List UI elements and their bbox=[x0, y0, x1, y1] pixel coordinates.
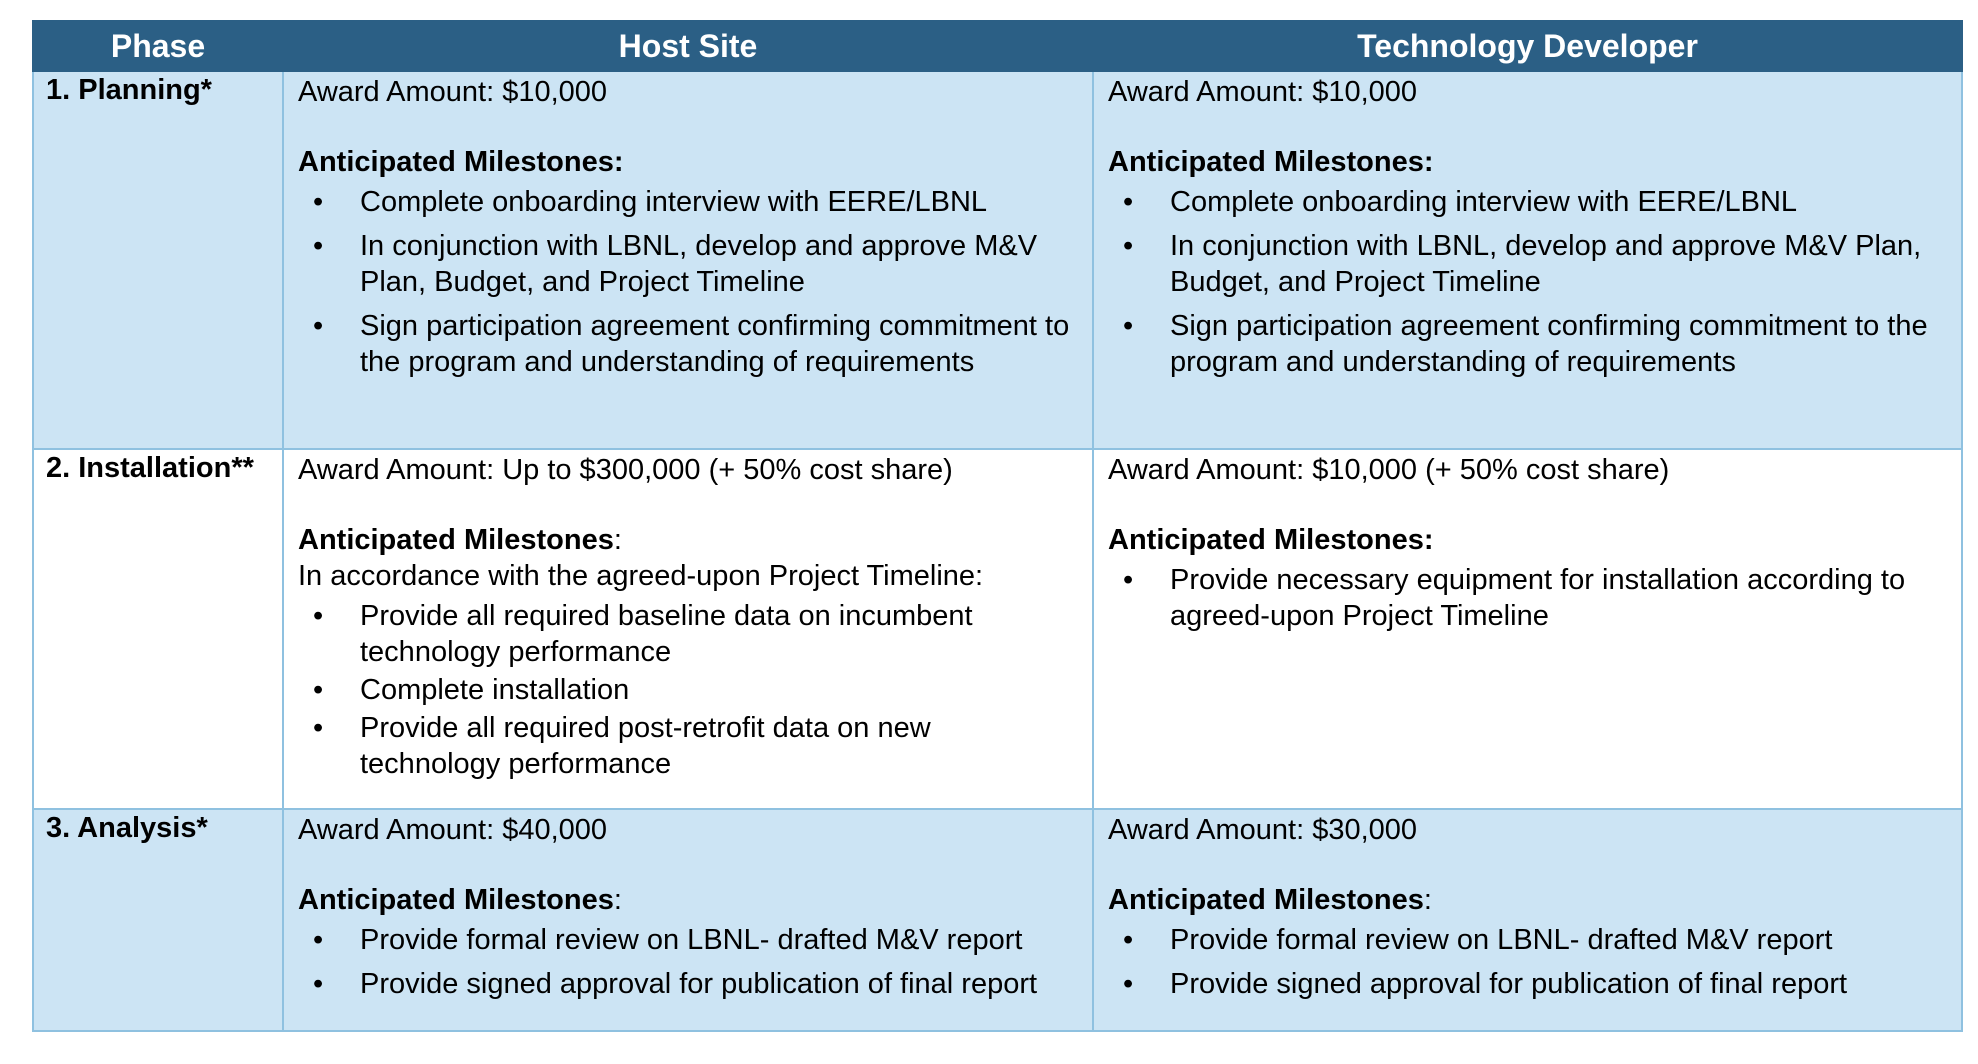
technology-developer-cell bbox=[1093, 809, 1962, 1031]
header-row bbox=[33, 21, 1962, 71]
award-amount: Award Amount: $40,000 bbox=[298, 814, 608, 846]
milestone-list bbox=[1108, 562, 1947, 634]
bullet-icon: • bbox=[1123, 924, 1134, 956]
technology-developer-cell bbox=[1093, 449, 1962, 809]
list-item: • Provide all required baseline data on incumbent technology performance bbox=[313, 600, 973, 668]
bullet-icon: • bbox=[1123, 186, 1134, 218]
milestone-list bbox=[298, 184, 1078, 380]
list-item: • Provide all required post-retrofit data on new technology performance bbox=[313, 712, 931, 780]
bullet-icon: • bbox=[1123, 230, 1134, 262]
host-site-cell bbox=[283, 71, 1093, 449]
milestone-list bbox=[298, 598, 1078, 782]
milestones-heading: Anticipated Milestones: bbox=[1108, 146, 1434, 178]
milestone-list bbox=[298, 922, 1078, 1002]
award-amount: Award Amount: $10,000 bbox=[298, 76, 608, 108]
bullet-icon: • bbox=[313, 674, 324, 706]
milestones-heading: Anticipated Milestones: bbox=[298, 524, 622, 556]
host-site-cell bbox=[283, 809, 1093, 1031]
table-row-analysis bbox=[33, 809, 1962, 1031]
list-item: • In conjunction with LBNL, develop and approve M&V Plan, Budget, and Project Timeline bbox=[313, 230, 1038, 298]
list-item: • Sign participation agreement confirming commitment to the program and understanding of requirements bbox=[1123, 310, 1928, 378]
bullet-icon: • bbox=[1123, 968, 1134, 1000]
list-item: • Provide necessary equipment for installation according to agreed-upon Project Timeline bbox=[1123, 564, 1906, 632]
host-site-cell bbox=[283, 449, 1093, 809]
list-item: • Provide signed approval for publication of final report bbox=[313, 968, 1038, 1000]
list-item: • Provide signed approval for publication of final report bbox=[1123, 968, 1848, 1000]
award-amount: Award Amount: $10,000 bbox=[1108, 76, 1418, 108]
header-technology-developer: Technology Developer bbox=[1093, 21, 1962, 71]
milestone-list bbox=[1108, 922, 1947, 1002]
phase-table bbox=[32, 20, 1963, 1032]
milestones-heading: Anticipated Milestones: bbox=[1108, 524, 1434, 556]
table-row-planning bbox=[33, 71, 1962, 449]
list-item: • Sign participation agreement confirming commitment to the program and understanding of requirements bbox=[313, 310, 1070, 378]
phase-cell: 1. Planning* bbox=[33, 71, 283, 449]
milestone-list bbox=[1108, 184, 1947, 380]
bullet-icon: • bbox=[313, 230, 324, 262]
bullet-icon: • bbox=[313, 310, 324, 342]
table-row-installation bbox=[33, 449, 1962, 809]
header-phase: Phase bbox=[33, 21, 283, 71]
bullet-icon: • bbox=[313, 600, 324, 632]
milestones-heading: Anticipated Milestones: bbox=[298, 146, 624, 178]
milestones-heading: Anticipated Milestones: bbox=[1108, 884, 1432, 916]
bullet-icon: • bbox=[313, 712, 324, 744]
award-amount: Award Amount: $30,000 bbox=[1108, 814, 1418, 846]
list-item: • Provide formal review on LBNL- drafted M&V report bbox=[1123, 924, 1833, 956]
bullet-icon: • bbox=[313, 186, 324, 218]
bullet-icon: • bbox=[313, 924, 324, 956]
bullet-icon: • bbox=[1123, 564, 1134, 596]
award-amount: Award Amount: Up to $300,000 (+ 50% cost share) bbox=[298, 454, 953, 486]
bullet-icon: • bbox=[313, 968, 324, 1000]
list-item: • Complete onboarding interview with EERE/LBNL bbox=[313, 186, 988, 218]
list-item: • Complete onboarding interview with EERE/LBNL bbox=[1123, 186, 1798, 218]
phase-cell: 2. Installation** bbox=[33, 449, 283, 809]
header-host-site: Host Site bbox=[283, 21, 1093, 71]
list-item: • Complete installation bbox=[313, 674, 630, 706]
bullet-icon: • bbox=[1123, 310, 1134, 342]
list-item: • Provide formal review on LBNL- drafted M&V report bbox=[313, 924, 1023, 956]
phase-cell: 3. Analysis* bbox=[33, 809, 283, 1031]
milestones-heading: Anticipated Milestones: bbox=[298, 884, 622, 916]
technology-developer-cell bbox=[1093, 71, 1962, 449]
milestones-intro: In accordance with the agreed-upon Project Timeline: bbox=[298, 560, 984, 592]
award-amount: Award Amount: $10,000 (+ 50% cost share) bbox=[1108, 454, 1670, 486]
list-item: • In conjunction with LBNL, develop and approve M&V Plan, Budget, and Project Timeline bbox=[1123, 230, 1922, 298]
